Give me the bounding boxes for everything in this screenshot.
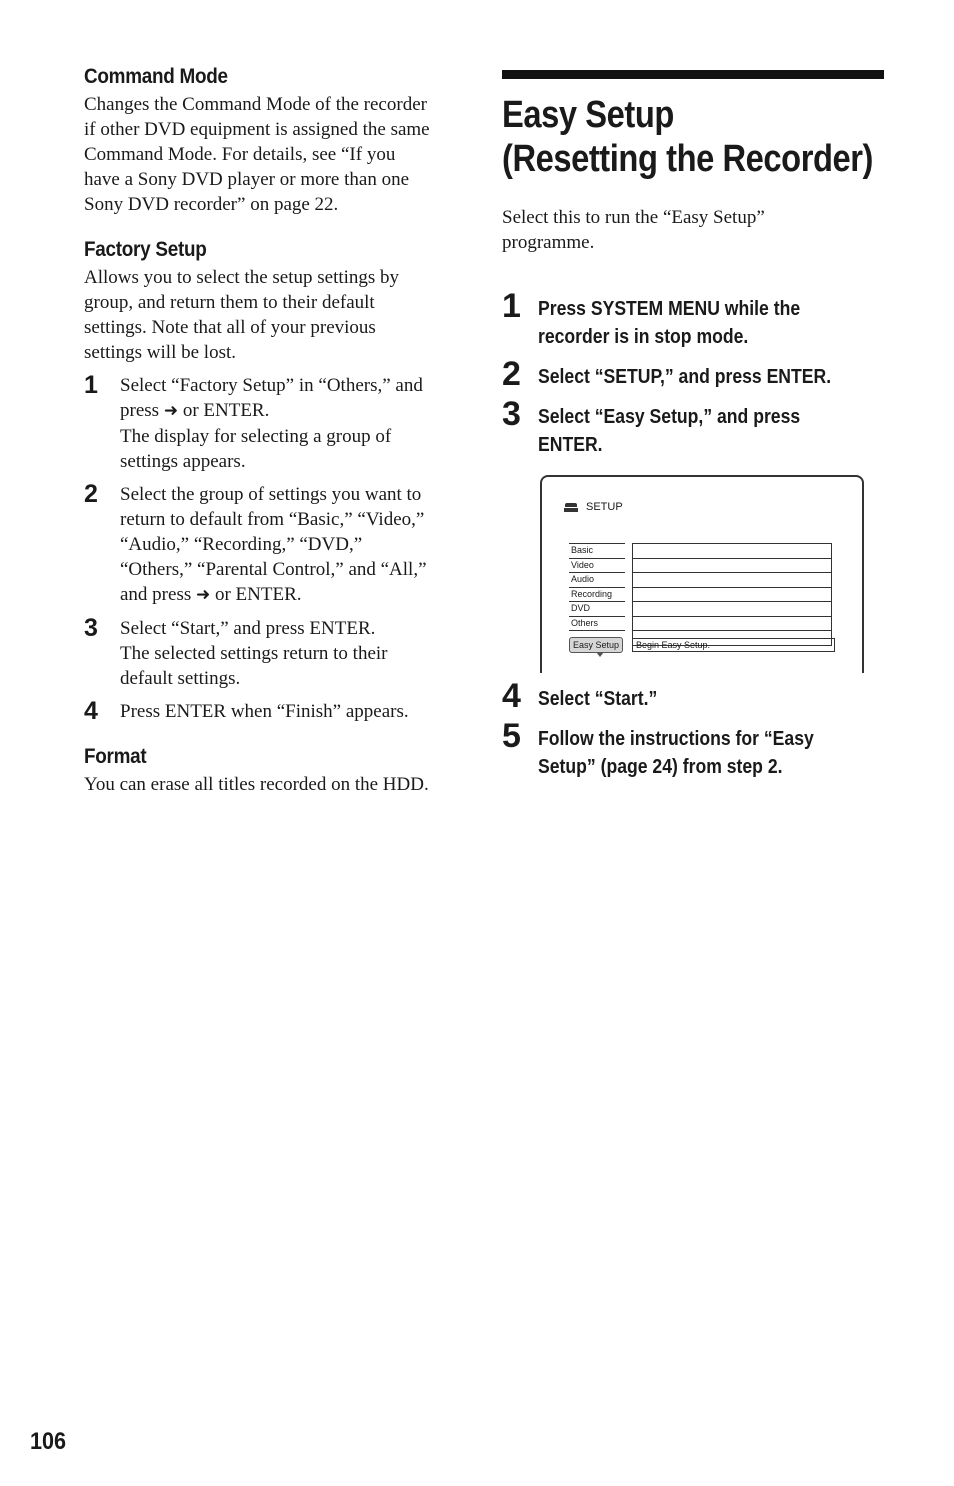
page-number: 106 xyxy=(30,1428,67,1455)
step-number: 4 xyxy=(84,697,98,725)
command-mode-text: Changes the Command Mode of the recorder if other DVD equipment is assigned the same Command Mode. For details, see “If you have a Sony DVD player or more than one Sony DVD recorder” on page 22. xyxy=(84,94,430,215)
format-text: You can erase all titles recorded on the HDD. xyxy=(84,774,429,795)
intro-text: Select this to run the “Easy Setup” programme. xyxy=(502,207,765,253)
step-number: 1 xyxy=(502,287,521,325)
setup-options-grid xyxy=(632,543,832,646)
step-number: 1 xyxy=(84,371,98,399)
easy-step-5: 5 Follow the instructions for “Easy Setup” (page 24) from step 2. xyxy=(502,717,814,778)
menu-item-video: Video xyxy=(569,559,625,574)
command-mode-heading: Command Mode xyxy=(84,65,228,88)
setup-screen-illustration xyxy=(540,475,864,673)
step-number: 4 xyxy=(502,677,521,715)
factory-step-1: 1 Select “Factory Setup” in “Others,” and press ➜ or ENTER. The display for selecting a group of settings appears. xyxy=(84,371,423,472)
easy-step-2: 2 Select “SETUP,” and press ENTER. xyxy=(502,355,832,393)
menu-item-others: Others xyxy=(569,617,625,632)
setup-toolbox-icon xyxy=(564,503,578,512)
menu-item-dvd: DVD xyxy=(569,602,625,617)
factory-setup-text: Allows you to select the setup settings by group, and return them to their default settings. Note that all of your previous settings will be lost. xyxy=(84,267,400,363)
factory-step-3: 3 Select “Start,” and press ENTER. The selected settings return to their default settings. xyxy=(84,614,388,689)
factory-step-2: 2 Select the group of settings you want to return to default from “Basic,” “Video,” “Audio,” “Recording,” “DVD,” “Others,” “Parental Control,” and “All,” and press ➜ or ENTER. xyxy=(84,482,470,608)
factory-setup-heading: Factory Setup xyxy=(84,238,207,261)
menu-item-audio: Audio xyxy=(569,573,625,588)
easy-step-1: 1 Press SYSTEM MENU while the recorder is in stop mode. xyxy=(502,287,801,348)
right-arrow-icon: ➜ xyxy=(163,401,179,421)
step-number: 3 xyxy=(84,614,98,642)
right-arrow-icon: ➜ xyxy=(195,585,211,605)
menu-item-easy-setup-selected: Easy Setup xyxy=(569,637,623,653)
right-column xyxy=(502,70,884,781)
menu-item-recording: Recording xyxy=(569,588,625,603)
easy-step-4: 4 Select “Start.” xyxy=(502,677,658,715)
factory-step-4: 4 Press ENTER when “Finish” appears. xyxy=(84,697,409,725)
format-heading: Format xyxy=(84,745,147,768)
menu-item-basic: Basic xyxy=(569,543,625,559)
step-number: 5 xyxy=(502,717,521,755)
easy-step-3: 3 Select “Easy Setup,” and press ENTER. xyxy=(502,395,801,456)
setup-menu-list xyxy=(569,543,625,631)
step-number: 2 xyxy=(502,355,521,393)
screen-title: SETUP xyxy=(564,501,623,513)
page-title: Easy Setup (Resetting the Recorder) xyxy=(502,94,874,180)
title-rule xyxy=(502,70,884,79)
left-column xyxy=(84,62,470,797)
step-number: 3 xyxy=(502,395,521,433)
easy-setup-description: Begin Easy Setup. xyxy=(632,638,835,652)
step-number: 2 xyxy=(84,480,98,508)
